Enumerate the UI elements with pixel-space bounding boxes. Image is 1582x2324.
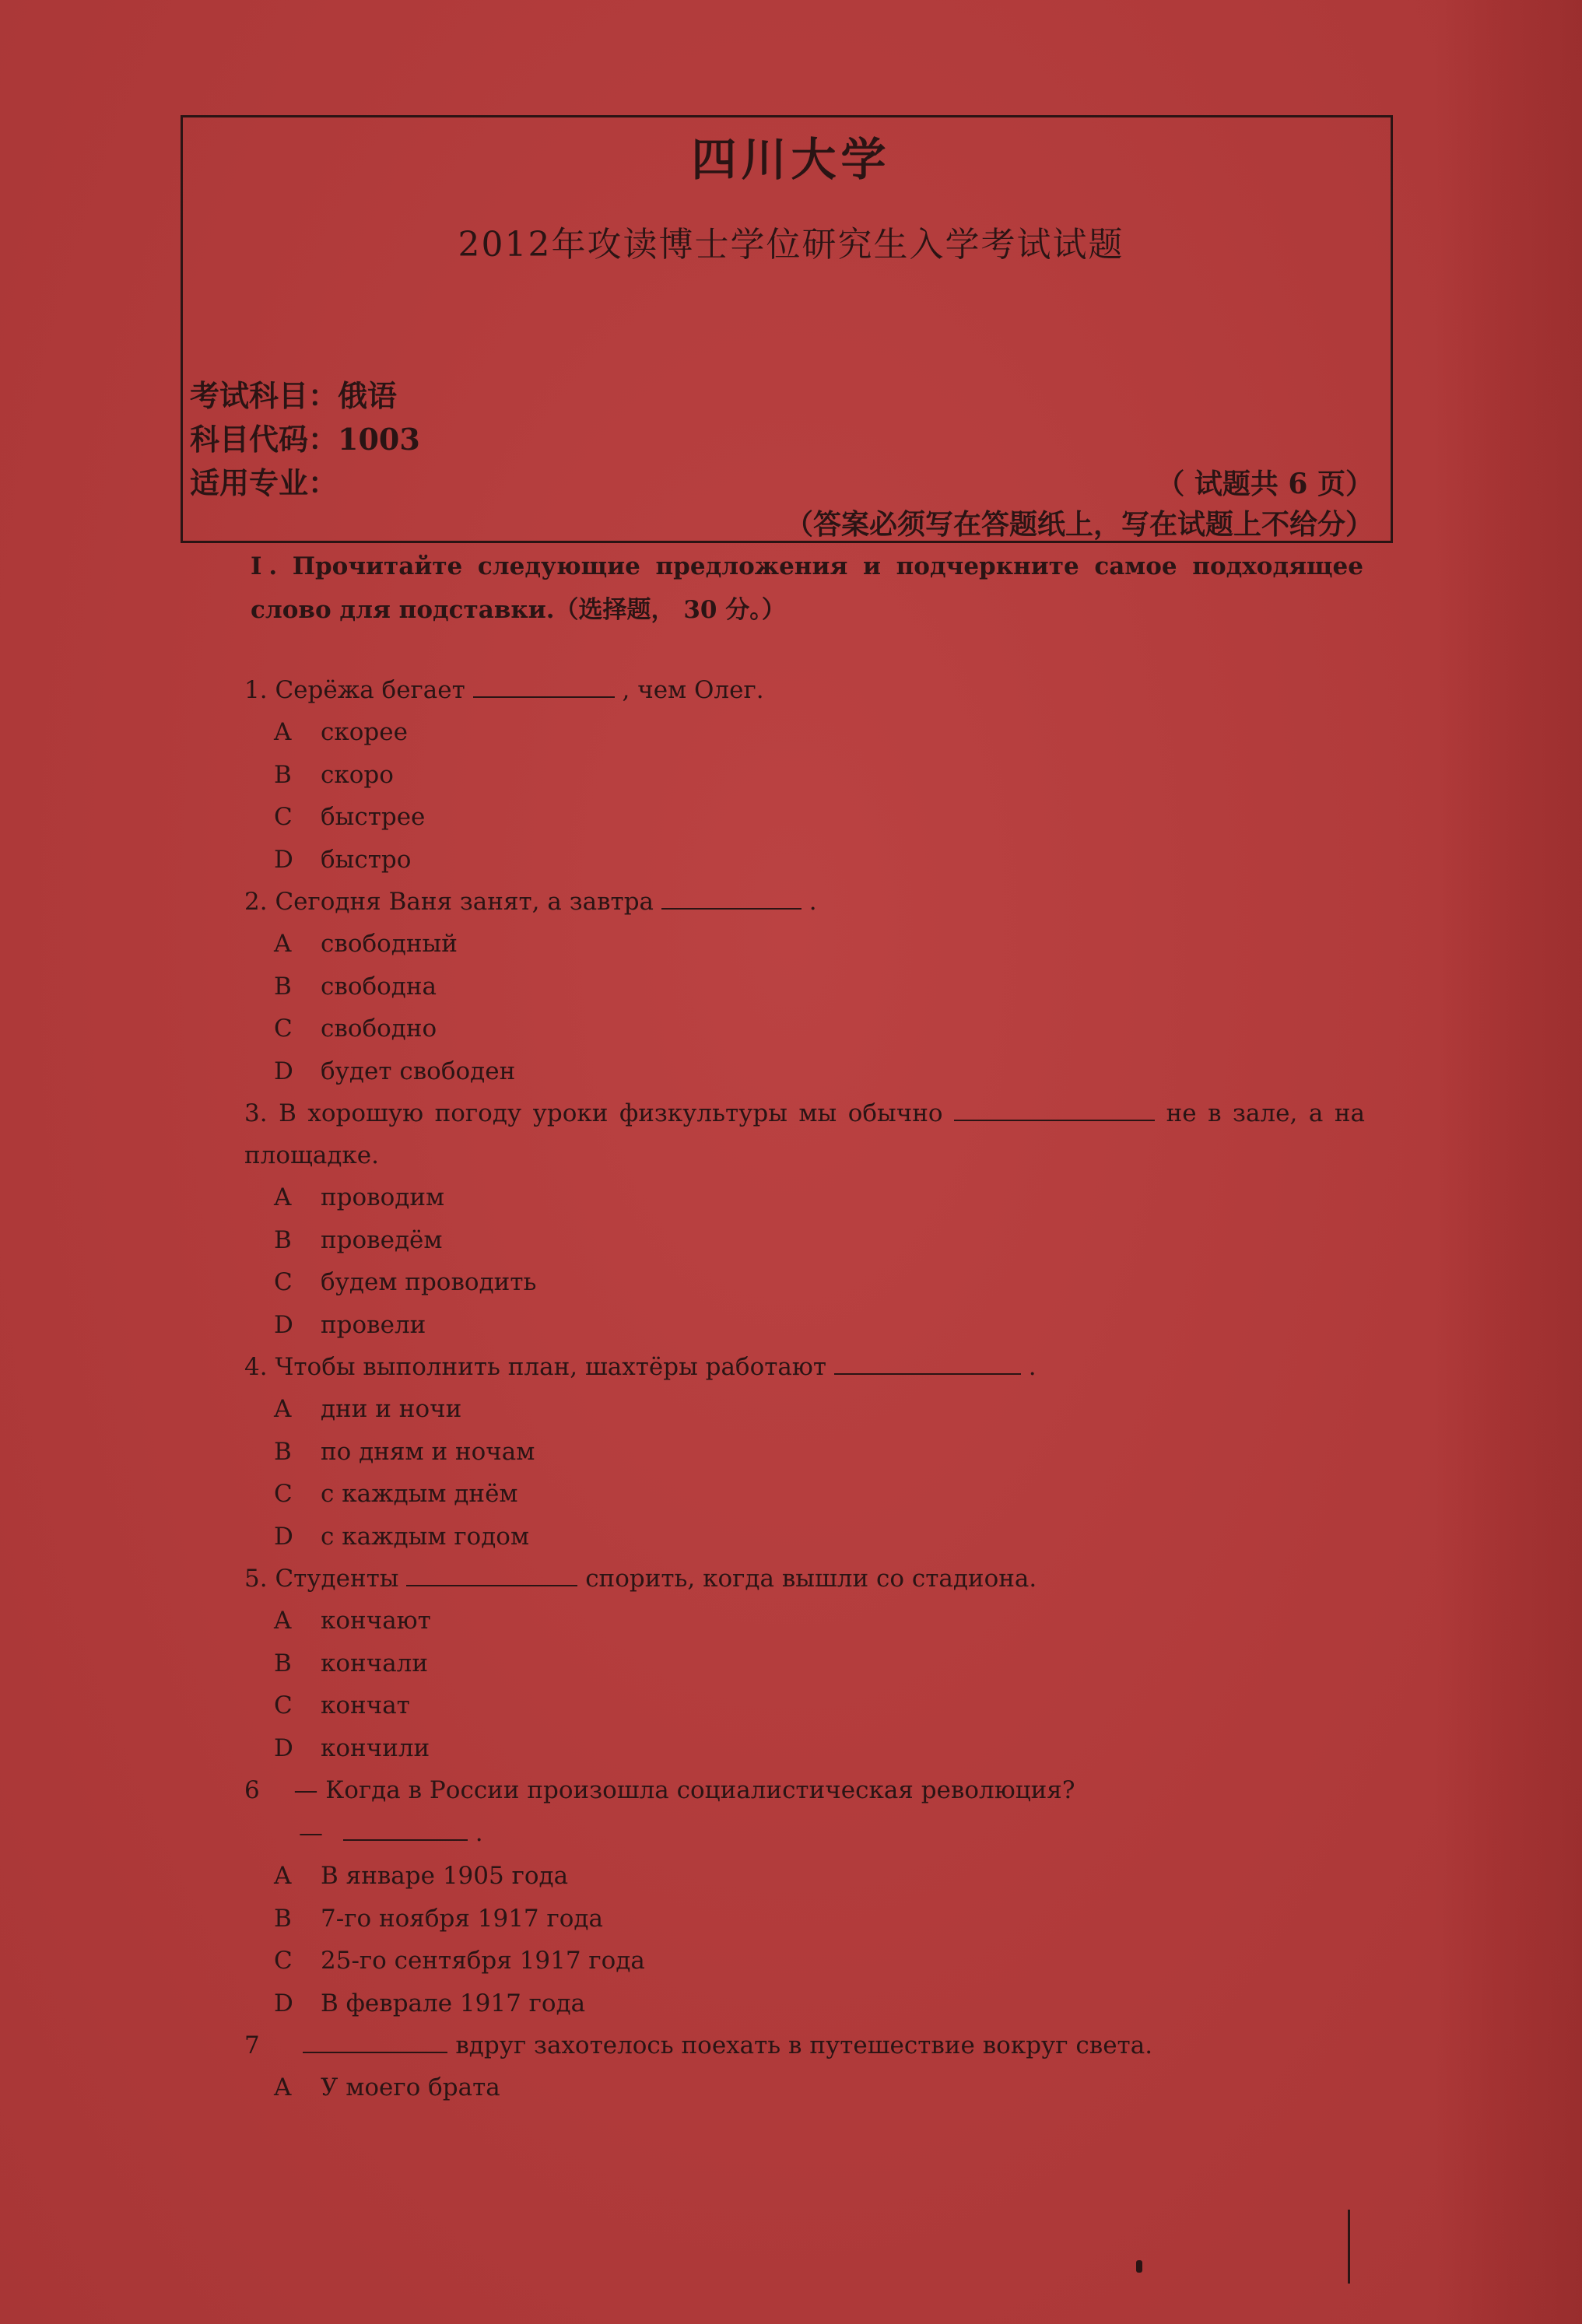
option-4b: B по дням и ночам bbox=[274, 1437, 535, 1466]
question-number: 1. bbox=[244, 676, 268, 704]
question-number: 2. bbox=[244, 888, 268, 916]
answer-note: （答案必须写在答题纸上，写在试题上不给分） bbox=[784, 508, 1373, 541]
option-3d: D провели bbox=[274, 1310, 426, 1339]
subject-value: 俄语 bbox=[338, 378, 398, 413]
option-5b: B кончали bbox=[274, 1649, 429, 1677]
code-label: 科目代码： bbox=[190, 422, 338, 457]
question-text-after: вдруг захотелось поехать в путешествие вокруг света. bbox=[455, 2031, 1153, 2059]
option-1a: A скорее bbox=[274, 718, 408, 746]
option-2b: B свободна bbox=[274, 972, 437, 1001]
question-2 bbox=[244, 881, 1365, 923]
option-7a: A У моего брата bbox=[274, 2073, 500, 2101]
answer-dash: — bbox=[299, 1819, 323, 1847]
question-text-after: . bbox=[1028, 1353, 1037, 1381]
scan-dot bbox=[1136, 2260, 1142, 2273]
major-line bbox=[190, 459, 338, 502]
answer-blank bbox=[661, 885, 802, 910]
question-number: 6 bbox=[244, 1776, 260, 1804]
question-text: Сегодня Ваня занят, а завтра bbox=[275, 888, 654, 916]
section-instruction: Ⅰ. Прочитайте следующие предложения и подчеркните самое подходящее слово для подставки.（选择题， 30 分。） bbox=[251, 552, 1363, 624]
option-6c: C 25-го сентября 1917 года bbox=[274, 1947, 645, 1975]
option-6a: A В январе 1905 года bbox=[274, 1862, 569, 1890]
option-1b: B скоро bbox=[274, 760, 394, 789]
option-5a: A кончают bbox=[274, 1607, 431, 1635]
question-text-after: спорить, когда вышли со стадиона. bbox=[585, 1565, 1037, 1593]
option-6d: D В феврале 1917 года bbox=[274, 1989, 586, 2017]
question-text: — Когда в России произошла социалистическая революция? bbox=[293, 1776, 1075, 1804]
option-1c: C быстрее bbox=[274, 803, 426, 831]
option-4a: A дни и ночи bbox=[274, 1395, 462, 1423]
answer-blank bbox=[834, 1350, 1021, 1375]
question-text: Студенты bbox=[275, 1565, 399, 1593]
answer-blank bbox=[406, 1562, 577, 1586]
question-text-after: , чем Олег. bbox=[622, 676, 764, 704]
question-text-after: . bbox=[809, 888, 817, 916]
answer-blank bbox=[473, 673, 615, 698]
option-3c: C будем проводить bbox=[274, 1268, 537, 1296]
option-2a: A свободный bbox=[274, 930, 458, 958]
answer-line: — . bbox=[244, 1811, 1365, 1855]
option-2d: D будет свободен bbox=[274, 1057, 516, 1085]
subject-line bbox=[190, 372, 397, 415]
option-5d: D кончили bbox=[274, 1733, 430, 1762]
question-text: В хорошую погоду уроки физкультуры мы обычно bbox=[279, 1099, 943, 1127]
subject-label: 考试科目： bbox=[190, 378, 338, 413]
scan-mark bbox=[1348, 2210, 1350, 2284]
pages-note: （ 试题共 6 页） bbox=[1156, 468, 1373, 500]
question-text: Серёжа бегает bbox=[275, 676, 465, 704]
question-1 bbox=[244, 669, 1365, 711]
major-label: 适用专业： bbox=[190, 465, 338, 500]
answer-blank bbox=[954, 1096, 1155, 1121]
code-line bbox=[190, 415, 420, 458]
option-6b: B 7-го ноября 1917 года bbox=[274, 1904, 603, 1933]
answer-blank bbox=[303, 2028, 447, 2053]
question-text: Чтобы выполнить план, шахтёры работают bbox=[275, 1353, 827, 1381]
question-7 bbox=[244, 2024, 1365, 2066]
scan-edge-shadow bbox=[1434, 0, 1582, 2324]
question-number: 5. bbox=[244, 1565, 268, 1593]
option-3a: A проводим bbox=[274, 1183, 445, 1211]
question-number: 4. bbox=[244, 1353, 268, 1381]
option-5c: C кончат bbox=[274, 1691, 410, 1719]
question-number: 7 bbox=[244, 2031, 260, 2059]
question-text-after: не в зале, а на площадке. bbox=[244, 1099, 1365, 1169]
option-2c: C свободно bbox=[274, 1015, 437, 1043]
question-5 bbox=[244, 1558, 1365, 1600]
question-number: 3. bbox=[244, 1099, 268, 1127]
question-6 bbox=[244, 1769, 1365, 1811]
university-name: 四川大学 bbox=[691, 133, 891, 186]
option-1d: D быстро bbox=[274, 845, 412, 874]
option-4c: C с каждым днём bbox=[274, 1480, 518, 1508]
exam-title: 2012年攻读博士学位研究生入学考试试题 bbox=[458, 225, 1124, 265]
question-3 bbox=[244, 1092, 1365, 1176]
questions-list bbox=[244, 669, 1365, 2109]
option-3b: B проведём bbox=[274, 1225, 443, 1254]
question-4 bbox=[244, 1346, 1365, 1388]
code-value: 1003 bbox=[338, 422, 420, 457]
option-4d: D с каждым годом bbox=[274, 1522, 530, 1551]
answer-blank bbox=[343, 1816, 468, 1841]
